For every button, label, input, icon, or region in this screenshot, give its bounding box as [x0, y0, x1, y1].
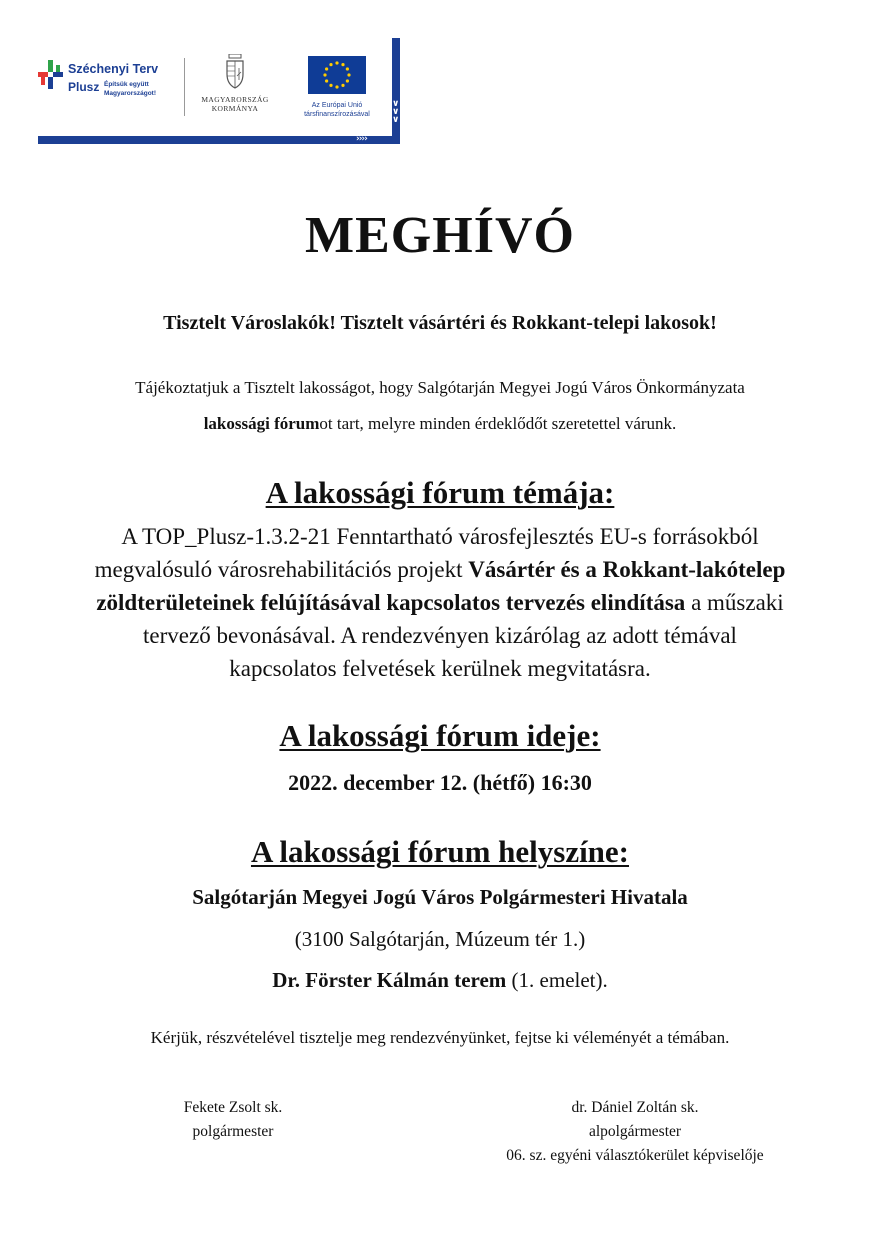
chevron-right-icon: ››››	[356, 134, 367, 144]
signature-right	[470, 1096, 800, 1168]
topic-line-3	[0, 586, 880, 619]
szechenyi-terv-logo	[38, 58, 178, 118]
venue-room	[0, 968, 880, 993]
time-heading: A lakossági fórum ideje:	[279, 718, 601, 753]
logo-divider	[184, 58, 185, 116]
banner-stripe-bottom	[38, 136, 400, 144]
topic-line-5: kapcsolatos felvetések kerülnek megvitatásra.	[229, 656, 651, 681]
gov-caption-2: KORMÁNYA	[211, 104, 259, 113]
intro-line-1: Tájékoztatjuk a Tisztelt lakosságot, hogy Salgótarján Megyei Jogú Város Önkormányzata	[135, 378, 745, 397]
szechenyi-tagline-1: Építsük együtt	[104, 81, 149, 88]
eu-cofinancing-logo	[292, 56, 382, 119]
topic-line-3-text: a műszaki	[685, 590, 784, 615]
topic-line-1: A TOP_Plusz-1.3.2-21 Fenntartható városfejlesztés EU-s forrásokból	[121, 524, 759, 549]
eu-star-icon	[323, 73, 326, 76]
page-title: MEGHÍVÓ	[305, 207, 575, 264]
gov-caption-1: MAGYARORSZÁG	[201, 95, 269, 104]
topic-paragraph	[0, 520, 880, 685]
intro-line-2	[0, 406, 880, 442]
szechenyi-tagline-2: Magyarországot!	[104, 90, 157, 97]
banner-stripe-right	[392, 38, 400, 144]
eu-star-icon	[329, 84, 332, 87]
szechenyi-tagline	[104, 80, 156, 98]
eu-star-icon	[325, 79, 328, 82]
topic-line-3-bold: zöldterületeinek felújításával kapcsolatos tervezés elindítása	[96, 590, 686, 615]
signature-left-role: polgármester	[192, 1123, 274, 1140]
intro-rest: ot tart, melyre minden érdeklődőt szeretettel várunk.	[319, 414, 677, 433]
eu-caption-1: Az Európai Unió	[311, 102, 363, 109]
eu-star-icon	[325, 67, 328, 70]
venue-name: Salgótarján Megyei Jogú Város Polgármesteri Hivatala	[192, 885, 688, 909]
eu-flag-icon	[308, 56, 366, 94]
signature-right-role2: 06. sz. egyéni választókerület képviselője	[506, 1147, 764, 1164]
signature-right-name: dr. Dániel Zoltán sk.	[571, 1099, 699, 1116]
venue-address: (3100 Salgótarján, Múzeum tér 1.)	[294, 927, 586, 951]
eu-star-icon	[329, 63, 332, 66]
greeting: Tisztelt Városlakók! Tisztelt vásártéri és Rokkant-telepi lakosok!	[163, 312, 717, 334]
closing-text: Kérjük, részvételével tisztelje meg rendezvényünket, fejtse ki véleményét a témában.	[150, 1028, 730, 1047]
topic-line-2-bold: Vásártér és a Rokkant-lakótelep	[468, 557, 786, 582]
hungarian-government-logo	[198, 54, 272, 113]
chevron-down-icon: ∨ ∨ ∨	[392, 99, 400, 125]
signature-right-role: alpolgármester	[588, 1123, 682, 1140]
eu-star-icon	[341, 84, 344, 87]
topic-heading: A lakossági fórum témája:	[265, 475, 615, 510]
signature-left	[148, 1096, 318, 1144]
signature-left-name: Fekete Zsolt sk.	[183, 1099, 283, 1116]
eu-star-icon	[335, 85, 338, 88]
event-datetime: 2022. december 12. (hétfő) 16:30	[288, 770, 592, 795]
intro-paragraph	[0, 370, 880, 442]
header-banner	[38, 38, 400, 146]
eu-star-icon	[347, 73, 350, 76]
eu-star-icon	[346, 79, 349, 82]
venue-room-floor: (1. emelet).	[506, 968, 608, 992]
place-heading: A lakossági fórum helyszíne:	[250, 834, 630, 869]
intro-bold: lakossági fórum	[203, 414, 320, 433]
szechenyi-plus: Plusz	[68, 80, 100, 94]
topic-line-4: tervező bevonásával. A rendezvényen kizárólag az adott témával	[143, 623, 737, 648]
topic-line-2	[0, 553, 880, 586]
szechenyi-title: Széchenyi Terv	[68, 62, 159, 76]
eu-star-icon	[341, 63, 344, 66]
eu-star-icon	[346, 67, 349, 70]
venue-room-name: Dr. Förster Kálmán terem	[272, 968, 507, 992]
eu-caption-2: társfinanszírozásával	[304, 111, 370, 118]
coat-of-arms-icon	[224, 54, 246, 90]
eu-star-icon	[335, 61, 338, 64]
topic-line-2-text: megvalósuló városrehabilitációs projekt	[94, 557, 469, 582]
szechenyi-cross-icon	[38, 60, 66, 90]
